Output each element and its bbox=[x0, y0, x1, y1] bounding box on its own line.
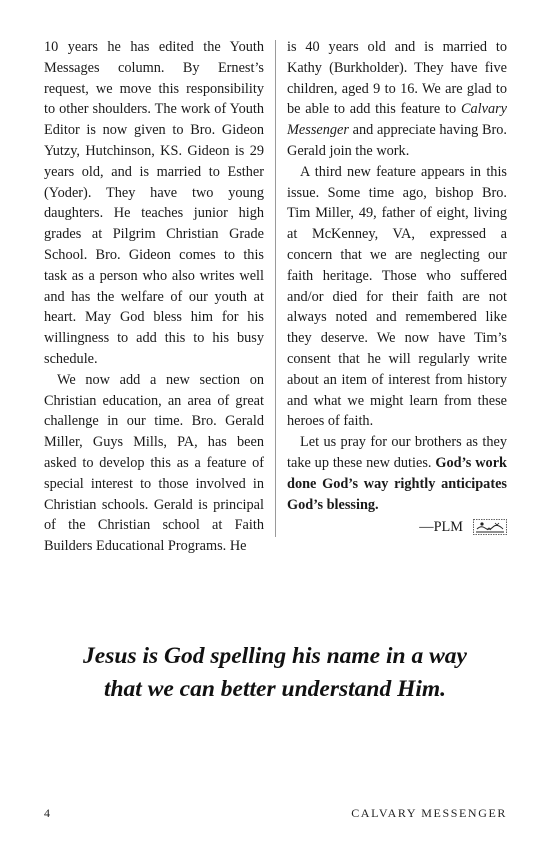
magazine-title-italic: Calvary Messenger bbox=[287, 101, 507, 139]
right-paragraph-3 bbox=[287, 432, 507, 515]
scenery-ornament-icon bbox=[473, 519, 507, 535]
closing-bold-statement: God’s work done God’s way rightly anticipates God’s blessing. bbox=[287, 454, 508, 513]
pull-quote-line-1: Jesus is God spelling his name in a way bbox=[83, 643, 467, 669]
pull-quote-line-2: that we can better understand Him. bbox=[103, 676, 447, 702]
left-paragraph-2: We now add a new section on Christian education, an area of great challenge in our time. Bro. Gerald Miller, Guys Mills, PA, has been asked to develop this as a feature of special interest to those involved in Christian schools. Gerald is principal of the Christian school at Faith Builders Educational Programs. He bbox=[44, 371, 264, 555]
page-footer bbox=[44, 806, 507, 824]
page-number: 4 bbox=[44, 806, 50, 820]
pull-quote bbox=[0, 640, 550, 706]
signature-row bbox=[287, 517, 507, 538]
running-head: CALVARY MESSENGER bbox=[351, 806, 507, 820]
left-column bbox=[44, 37, 264, 557]
right-column bbox=[287, 37, 507, 515]
right-paragraph-1 bbox=[287, 37, 507, 162]
right-paragraph-1-end: and appreciate having Bro. Gerald join the work. bbox=[287, 122, 507, 159]
right-paragraph-1-text: is 40 years old and is married to Kathy (Burkholder). They have five children, aged 9 to 16. We are glad to be able to add this feature to bbox=[287, 39, 507, 118]
author-signature: —PLM bbox=[419, 519, 463, 535]
right-paragraph-2: A third new feature appears in this issue. Some time ago, bishop Bro. Tim Miller, 49, father of eight, living at McKenney, VA, expressed a concern that we are neglecting our faith heritage. Those who suffered and/or died for their faith are not always noted and remembered like they deserve. We now have Tim’s consent that he will regularly write about an item of interest from history and what we might learn from these heroes of faith. bbox=[287, 163, 507, 430]
column-divider bbox=[275, 40, 276, 537]
left-paragraph-1: 10 years he has edited the Youth Messages column. By Ernest’s request, we move this responsibility to other shoulders. The work of Youth Editor is now given to Bro. Gideon Yutzy, Hutchinson, KS. Gideon is 29 years old, and is married to Esther (Yoder). They have two young daughters. He teaches junior high grades at Pilgrim Christian Grade School. Bro. Gideon comes to this task as a person who also writes well and has the welfare of our youth at heart. May God bless him for his willingness to add this to his busy schedule. bbox=[44, 39, 264, 367]
right-paragraph-3-text: Let us pray for our brothers as they take up these new duties. bbox=[287, 434, 507, 471]
